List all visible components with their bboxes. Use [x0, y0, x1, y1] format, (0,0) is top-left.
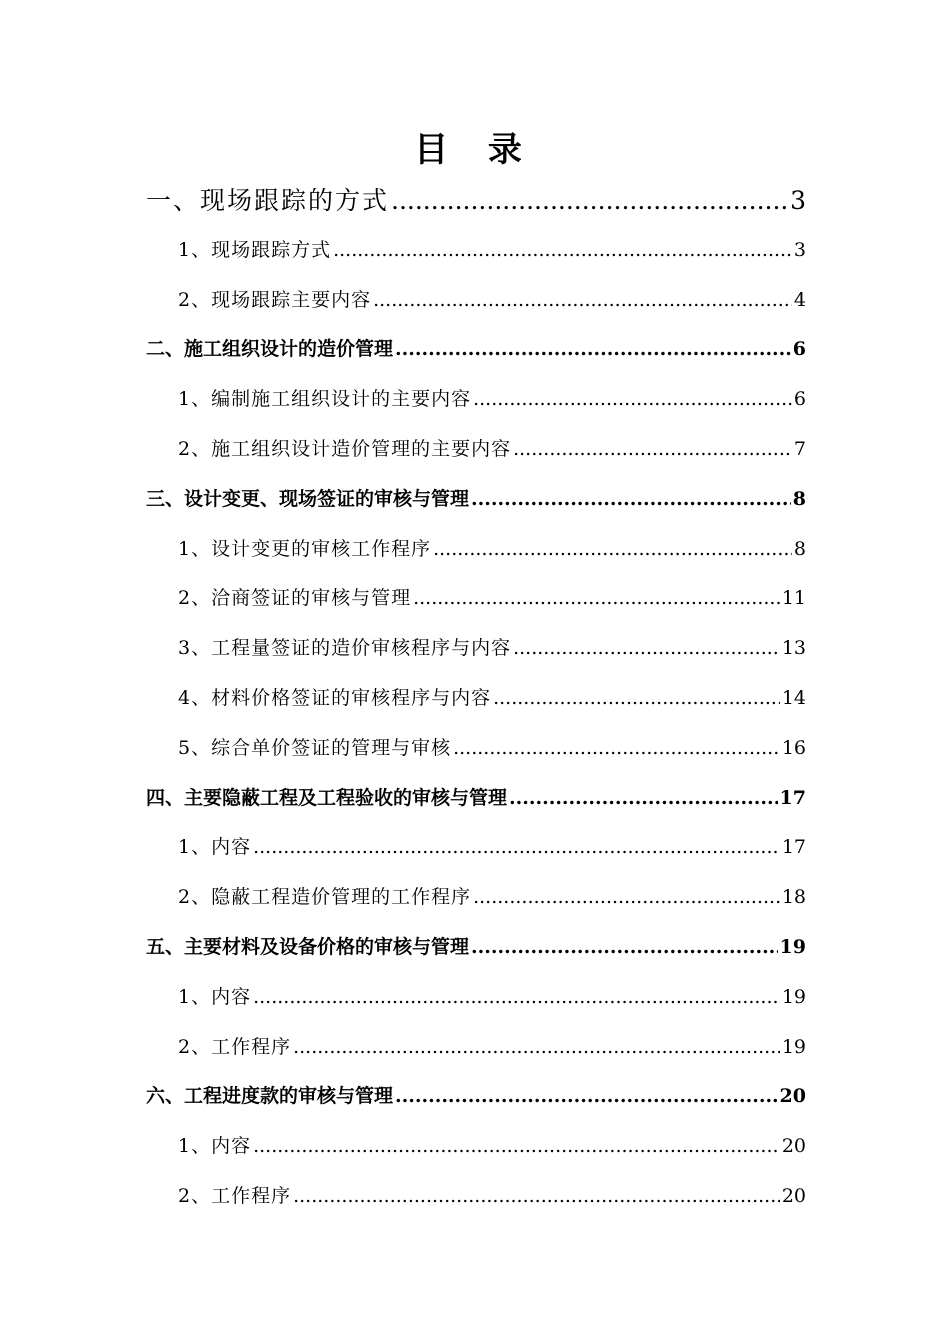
toc-entry[interactable]	[146, 774, 806, 824]
toc-entry-page-number: 20	[781, 1135, 806, 1158]
toc-leader-dots	[471, 923, 778, 973]
toc-entry-page-number: 11	[781, 587, 806, 610]
toc-leader-dots	[513, 624, 780, 674]
toc-entry-page-number: 6	[793, 388, 806, 411]
toc-entry-label: 3、工程量签证的造价审核程序与内容	[178, 637, 512, 660]
toc-entry-label: 五、主要材料及设备价格的审核与管理	[146, 935, 470, 958]
toc-leader-dots	[391, 176, 788, 226]
toc-entry[interactable]	[146, 525, 806, 575]
toc-entry-page-number: 19	[781, 985, 806, 1008]
toc-entry-label: 三、设计变更、现场签证的审核与管理	[146, 487, 470, 510]
toc-entry-page-number: 18	[781, 886, 806, 909]
toc-entry-page-number: 4	[793, 288, 806, 311]
toc-entry-page-number: 16	[781, 736, 806, 759]
toc-entry-page-number: 13	[781, 637, 806, 660]
toc-entry-label: 2、现场跟踪主要内容	[178, 288, 372, 311]
toc-entry[interactable]	[146, 674, 806, 724]
toc-entry[interactable]	[146, 1122, 806, 1172]
toc-entry[interactable]	[146, 475, 806, 525]
toc-entry-page-number: 19	[779, 935, 806, 958]
toc-entry-label: 2、洽商签证的审核与管理	[178, 587, 412, 610]
toc-entry[interactable]	[146, 823, 806, 873]
toc-entry-page-number: 19	[781, 1035, 806, 1058]
toc-entry-label: 2、工作程序	[178, 1184, 292, 1207]
toc-entry-label: 2、隐蔽工程造价管理的工作程序	[178, 886, 472, 909]
toc-entry-label: 1、编制施工组织设计的主要内容	[178, 388, 472, 411]
toc-entry[interactable]	[146, 1072, 806, 1122]
toc-entry-page-number: 20	[779, 1085, 806, 1108]
toc-entry-label: 4、材料价格签证的审核程序与内容	[178, 686, 492, 709]
toc-entry-page-number: 3	[793, 238, 806, 261]
toc-leader-dots	[433, 525, 792, 575]
table-of-contents	[146, 176, 806, 1222]
toc-entry-label: 2、施工组织设计造价管理的主要内容	[178, 437, 512, 460]
toc-entry-label: 二、施工组织设计的造价管理	[146, 338, 394, 361]
toc-leader-dots	[253, 1122, 780, 1172]
toc-entry-page-number: 8	[793, 537, 806, 560]
toc-entry-label: 一、现场跟踪的方式	[146, 186, 390, 215]
toc-leader-dots	[253, 823, 780, 873]
toc-entry-page-number: 17	[779, 786, 806, 809]
toc-entry[interactable]	[146, 973, 806, 1023]
toc-leader-dots	[373, 276, 792, 326]
toc-entry-page-number: 6	[792, 338, 806, 361]
toc-leader-dots	[293, 1023, 780, 1073]
toc-entry[interactable]	[146, 276, 806, 326]
toc-entry[interactable]	[146, 226, 806, 276]
toc-leader-dots	[513, 425, 792, 475]
toc-entry[interactable]	[146, 1172, 806, 1222]
toc-entry[interactable]	[146, 923, 806, 973]
toc-leader-dots	[453, 724, 780, 774]
toc-leader-dots	[473, 375, 792, 425]
toc-entry-label: 5、综合单价签证的管理与审核	[178, 736, 452, 759]
toc-leader-dots	[473, 873, 780, 923]
toc-entry-label: 1、现场跟踪方式	[178, 238, 332, 261]
toc-leader-dots	[253, 973, 780, 1023]
toc-leader-dots	[395, 325, 791, 375]
toc-entry-label: 1、设计变更的审核工作程序	[178, 537, 432, 560]
toc-entry[interactable]	[146, 724, 806, 774]
toc-leader-dots	[395, 1072, 778, 1122]
toc-entry-label: 六、工程进度款的审核与管理	[146, 1085, 394, 1108]
toc-entry-label: 1、内容	[178, 836, 252, 859]
toc-entry[interactable]	[146, 873, 806, 923]
toc-entry-page-number: 7	[793, 437, 806, 460]
toc-leader-dots	[471, 475, 791, 525]
toc-entry[interactable]	[146, 375, 806, 425]
toc-entry-page-number: 20	[781, 1184, 806, 1207]
toc-leader-dots	[509, 774, 778, 824]
toc-leader-dots	[293, 1172, 780, 1222]
page-title: 目 录	[414, 130, 536, 170]
toc-entry-label: 1、内容	[178, 985, 252, 1008]
toc-entry-page-number: 3	[790, 186, 806, 215]
toc-entry[interactable]	[146, 574, 806, 624]
toc-entry[interactable]	[146, 624, 806, 674]
toc-entry-page-number: 14	[781, 686, 806, 709]
toc-entry[interactable]	[146, 176, 806, 226]
toc-entry[interactable]	[146, 325, 806, 375]
toc-entry-label: 四、主要隐蔽工程及工程验收的审核与管理	[146, 786, 508, 809]
toc-leader-dots	[333, 226, 792, 276]
toc-entry[interactable]	[146, 1023, 806, 1073]
toc-entry-page-number: 8	[792, 487, 806, 510]
toc-entry-page-number: 17	[781, 836, 806, 859]
toc-entry[interactable]	[146, 425, 806, 475]
toc-leader-dots	[413, 574, 780, 624]
toc-leader-dots	[493, 674, 780, 724]
toc-entry-label: 1、内容	[178, 1135, 252, 1158]
toc-entry-label: 2、工作程序	[178, 1035, 292, 1058]
